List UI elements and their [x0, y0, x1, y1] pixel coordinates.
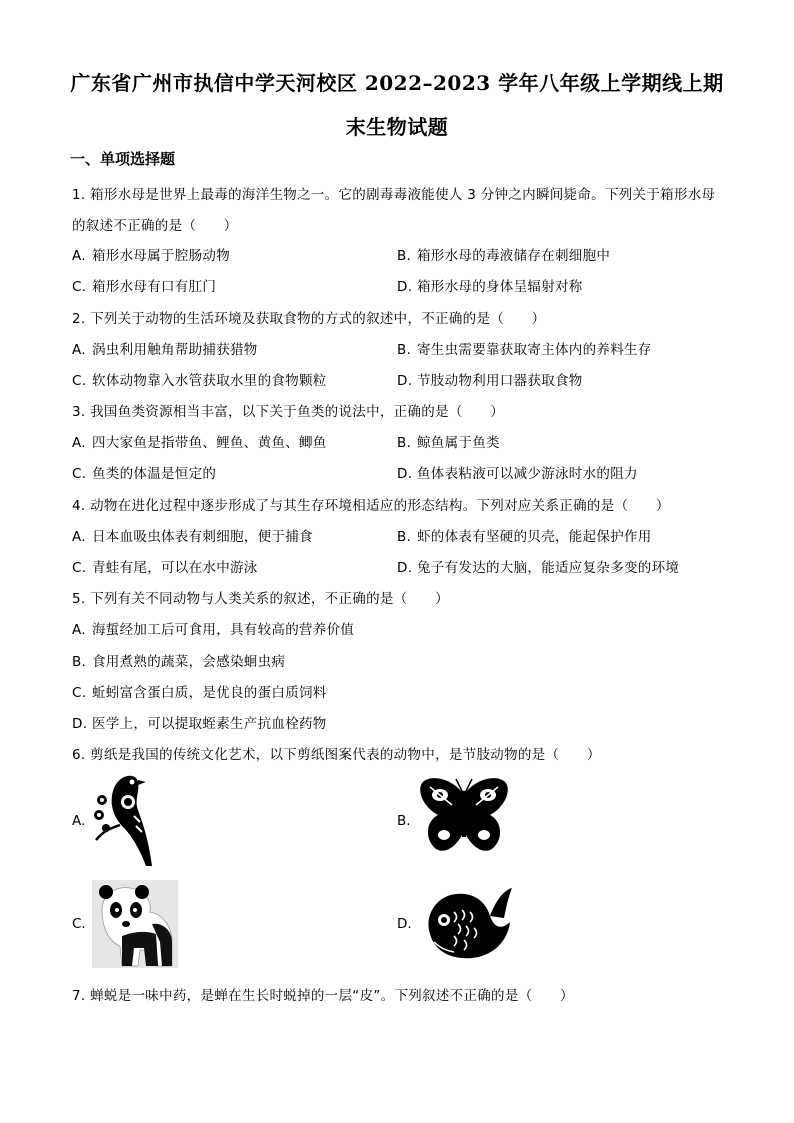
- option-text: 箱形水母的身体呈辐射对称: [417, 279, 583, 295]
- option-text: 日本血吸虫体表有刺细胞，便于捕食: [92, 529, 313, 545]
- question-5-option-c: [72, 681, 327, 701]
- option-letter: C.: [72, 466, 87, 482]
- bird-papercut-icon: [94, 770, 162, 870]
- option-text: 箱形水母的毒液储存在刺细胞中: [417, 248, 611, 264]
- option-letter: A.: [72, 248, 86, 264]
- question-6-option-b-letter: B.: [397, 813, 411, 829]
- option-text: 鲸鱼属于鱼类: [417, 435, 500, 451]
- option-letter: C.: [72, 279, 87, 295]
- option-letter: A.: [72, 435, 86, 451]
- option-text: 寄生虫需要靠获取寄主体内的养料生存: [417, 342, 652, 358]
- section-heading: 一、单项选择题: [70, 150, 176, 168]
- option-letter: D.: [397, 560, 413, 576]
- question-4-option-b: [397, 525, 652, 545]
- question-2-option-d: [397, 369, 583, 389]
- question-1-stem-line2: 的叙述不正确的是（ ）: [72, 218, 238, 234]
- question-4-option-a: [72, 525, 313, 545]
- question-3-option-c: [72, 462, 216, 482]
- question-6-option-c-letter: C.: [72, 916, 86, 932]
- question-1-stem-line1: 1. 箱形水母是世界上最毒的海洋生物之一。它的剧毒毒液能使人 3 分钟之内瞬间毙命。下列关于箱形水母: [72, 187, 716, 203]
- question-5-option-d: [72, 712, 327, 732]
- question-6-option-a-letter: A.: [72, 813, 86, 829]
- question-1-option-c: [72, 275, 216, 295]
- question-6-option-d-letter: D.: [397, 916, 412, 932]
- option-text: 箱形水母有口有肛门: [92, 279, 217, 295]
- option-letter: D.: [397, 466, 413, 482]
- option-text: 鱼类的体温是恒定的: [92, 466, 217, 482]
- question-3-stem: 3. 我国鱼类资源相当丰富，以下关于鱼类的说法中，正确的是（ ）: [72, 404, 505, 420]
- option-letter: D.: [397, 279, 413, 295]
- option-text: 四大家鱼是指带鱼、鲤鱼、黄鱼、鲫鱼: [92, 435, 327, 451]
- question-4-option-d: [397, 556, 679, 576]
- question-1-option-a: [72, 244, 230, 264]
- option-text: 蚯蚓富含蛋白质，是优良的蛋白质饲料: [92, 685, 327, 701]
- question-2-option-b: [397, 338, 652, 358]
- option-text: 食用煮熟的蔬菜，会感染蛔虫病: [92, 654, 286, 670]
- option-text: 医学上，可以提取蛭素生产抗血栓药物: [92, 716, 327, 732]
- question-1-option-d: [397, 275, 583, 295]
- question-4-option-c: [72, 556, 258, 576]
- question-2-option-c: [72, 369, 327, 389]
- question-6-stem: 6. 剪纸是我国的传统文化艺术，以下剪纸图案代表的动物中，是节肢动物的是（ ）: [72, 747, 601, 763]
- option-letter: C.: [72, 685, 87, 701]
- option-text: 虾的体表有坚硬的贝壳，能起保护作用: [417, 529, 652, 545]
- question-7-stem: 7. 蝉蜕是一味中药，是蝉在生长时蜕掉的一层“皮”。下列叙述不正确的是（ ）: [72, 988, 574, 1004]
- question-5-option-b: [72, 650, 285, 670]
- option-text: 箱形水母属于腔肠动物: [92, 248, 230, 264]
- exam-title-line1: 广东省广州市执信中学天河校区 2022–2023 学年八年级上学期线上期: [70, 71, 724, 95]
- question-5-option-a: [72, 618, 354, 638]
- option-text: 海蜇经加工后可食用，具有较高的营养价值: [92, 622, 355, 638]
- option-letter: B.: [397, 435, 412, 451]
- option-letter: B.: [397, 529, 412, 545]
- question-3-option-d: [397, 462, 638, 482]
- option-letter: A.: [72, 342, 86, 358]
- option-letter: B.: [72, 654, 87, 670]
- question-3-option-b: [397, 431, 500, 451]
- option-letter: C.: [72, 560, 87, 576]
- question-4-stem: 4. 动物在进化过程中逐步形成了与其生存环境相适应的形态结构。下列对应关系正确的是（ ）: [72, 498, 670, 514]
- question-1-option-b: [397, 244, 610, 264]
- option-letter: D.: [397, 373, 413, 389]
- option-text: 青蛙有尾，可以在水中游泳: [92, 560, 258, 576]
- butterfly-papercut-icon: [418, 775, 510, 857]
- option-text: 鱼体表粘液可以减少游泳时水的阻力: [417, 466, 638, 482]
- option-letter: B.: [397, 248, 412, 264]
- option-letter: D.: [72, 716, 88, 732]
- question-5-stem: 5. 下列有关不同动物与人类关系的叙述，不正确的是（ ）: [72, 591, 449, 607]
- option-letter: A.: [72, 622, 86, 638]
- question-3-option-a: [72, 431, 327, 451]
- option-text: 软体动物靠入水管获取水里的食物颗粒: [92, 373, 327, 389]
- panda-papercut-icon: [92, 880, 178, 968]
- option-letter: B.: [397, 342, 412, 358]
- fish-papercut-icon: [420, 882, 514, 962]
- option-text: 涡虫利用触角帮助捕获猎物: [92, 342, 258, 358]
- option-text: 节肢动物利用口器获取食物: [417, 373, 583, 389]
- question-2-option-a: [72, 338, 258, 358]
- question-2-stem: 2. 下列关于动物的生活环境及获取食物的方式的叙述中，不正确的是（ ）: [72, 311, 546, 327]
- option-letter: A.: [72, 529, 86, 545]
- option-letter: C.: [72, 373, 87, 389]
- option-text: 兔子有发达的大脑，能适应复杂多变的环境: [417, 560, 680, 576]
- exam-title-line2: 末生物试题: [345, 115, 449, 139]
